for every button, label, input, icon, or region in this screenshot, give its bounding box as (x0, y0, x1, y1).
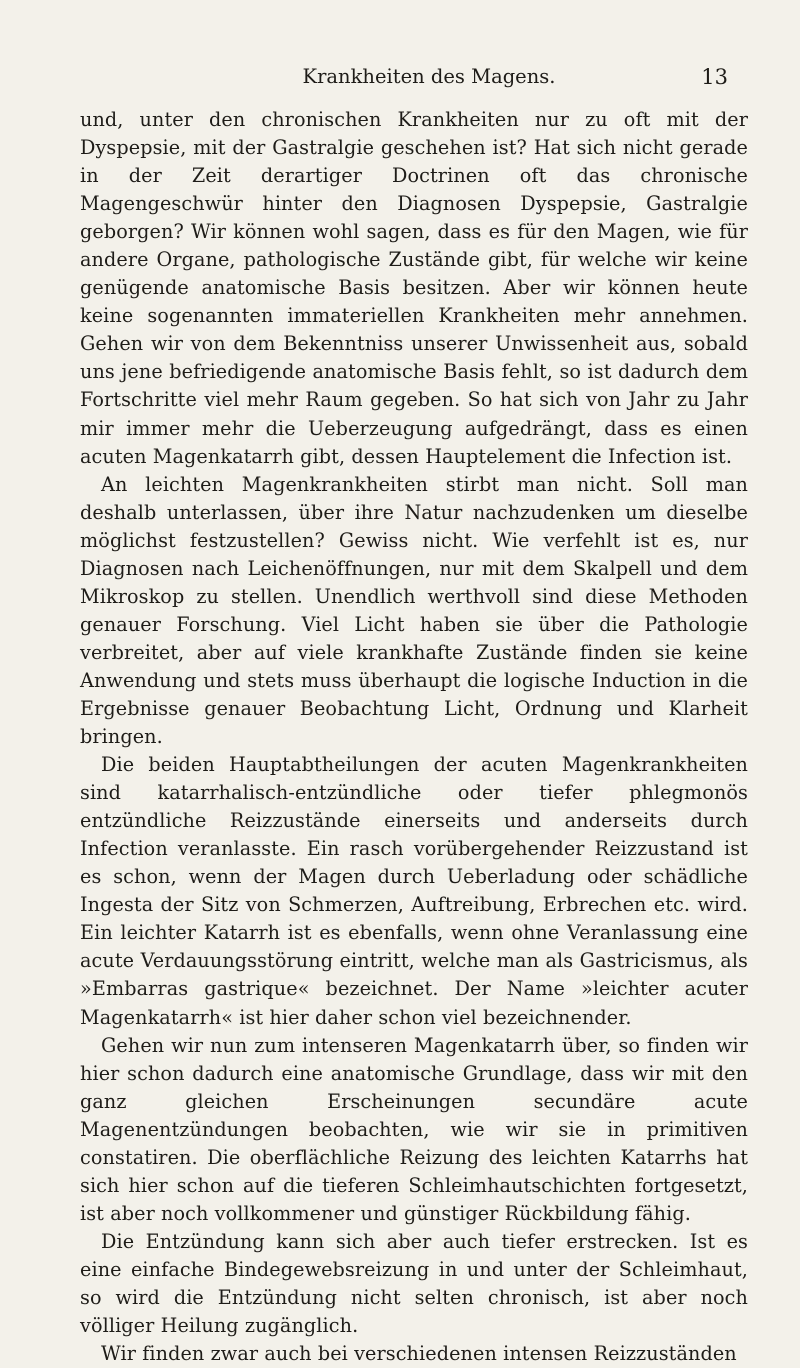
running-title: Krankheiten des Magens. (302, 65, 556, 88)
paragraph-4: Gehen wir nun zum intenseren Magenkatarrh über, so finden wir hier schon dadurch eine anatomische Grundlage, dass wir mit den ganz gleichen Erscheinungen secundäre acute Magenentzündungen beobachten, wie wir sie in primitiven constatiren. Die oberflächliche Reizung des leichten Katarrhs hat sich hier schon auf die tieferen Schleimhautschichten fortgesetzt, ist aber noch vollkommener und günstiger Rückbildung fähig. (80, 1033, 748, 1225)
body-text (80, 106, 748, 1368)
paragraph-1: und, unter den chronischen Krankheiten nur zu oft mit der Dyspepsie, mit der Gastralgie geschehen ist? Hat sich nicht gerade in der Zeit derartiger Doctrinen oft das chronische Magengeschwür hinter den Diagnosen Dyspepsie, Gastralgie geborgen? Wir können wohl sagen, dass es für den Magen, wie für andere Organe, pathologische Zustände gibt, für welche wir keine genügende anatomische Basis besitzen. Aber wir können heute keine sogenannten immateriellen Krankheiten mehr annehmen. Gehen wir von dem Bekenntniss unserer Unwissenheit aus, sobald uns jene befriedigende anatomische Basis fehlt, so ist dadurch dem Fortschritte viel mehr Raum gegeben. So hat sich von Jahr zu Jahr mir immer mehr die Ueberzeugung aufgedrängt, dass es einen acuten Magenkatarrh gibt, dessen Hauptelement die Infection ist. (80, 108, 748, 468)
paragraph-5: Die Entzündung kann sich aber auch tiefer erstrecken. Ist es eine einfache Bindegewebsreizung in und unter der Schleimhaut, so wird die Entzündung nicht selten chronisch, ist aber noch völliger Heilung zugänglich. (80, 1229, 748, 1338)
running-header (80, 62, 748, 92)
paragraph-6: Wir finden zwar auch bei verschiedenen intensen Reizzuständen (101, 1342, 737, 1366)
page-number: 13 (701, 65, 728, 89)
paragraph-2: An leichten Magenkrankheiten stirbt man nicht. Soll man deshalb unterlassen, über ihre Natur nachzudenken um dieselbe möglichst festzustellen? Gewiss nicht. Wie verfehlt ist es, nur Diagnosen nach Leichenöffnungen, nur mit dem Skalpell und dem Mikroskop zu stellen. Unendlich werthvoll sind diese Methoden genauer Forschung. Viel Licht haben sie über die Pathologie verbreitet, aber auf viele krankhafte Zustände finden sie keine Anwendung und stets muss überhaupt die logische Induction in die Ergebnisse genauer Beobachtung Licht, Ordnung und Klarheit bringen. (80, 472, 748, 749)
paragraph-3: Die beiden Hauptabtheilungen der acuten Magenkrankheiten sind katarrhalisch-entzündliche oder tiefer phlegmonös entzündliche Reizzustände einerseits und anderseits durch Infection veranlasste. Ein rasch vorübergehender Reizzustand ist es schon, wenn der Magen durch Ueberladung oder schädliche Ingesta der Sitz von Schmerzen, Auftreibung, Erbrechen etc. wird. Ein leichter Katarrh ist es ebenfalls, wenn ohne Veranlassung eine acute Verdauungsstörung eintritt, welche man als Gastricismus, als »Embarras gastrique« bezeichnet. Der Name »leichter acuter Magenkatarrh« ist hier daher schon viel bezeichnender. (80, 753, 748, 1029)
